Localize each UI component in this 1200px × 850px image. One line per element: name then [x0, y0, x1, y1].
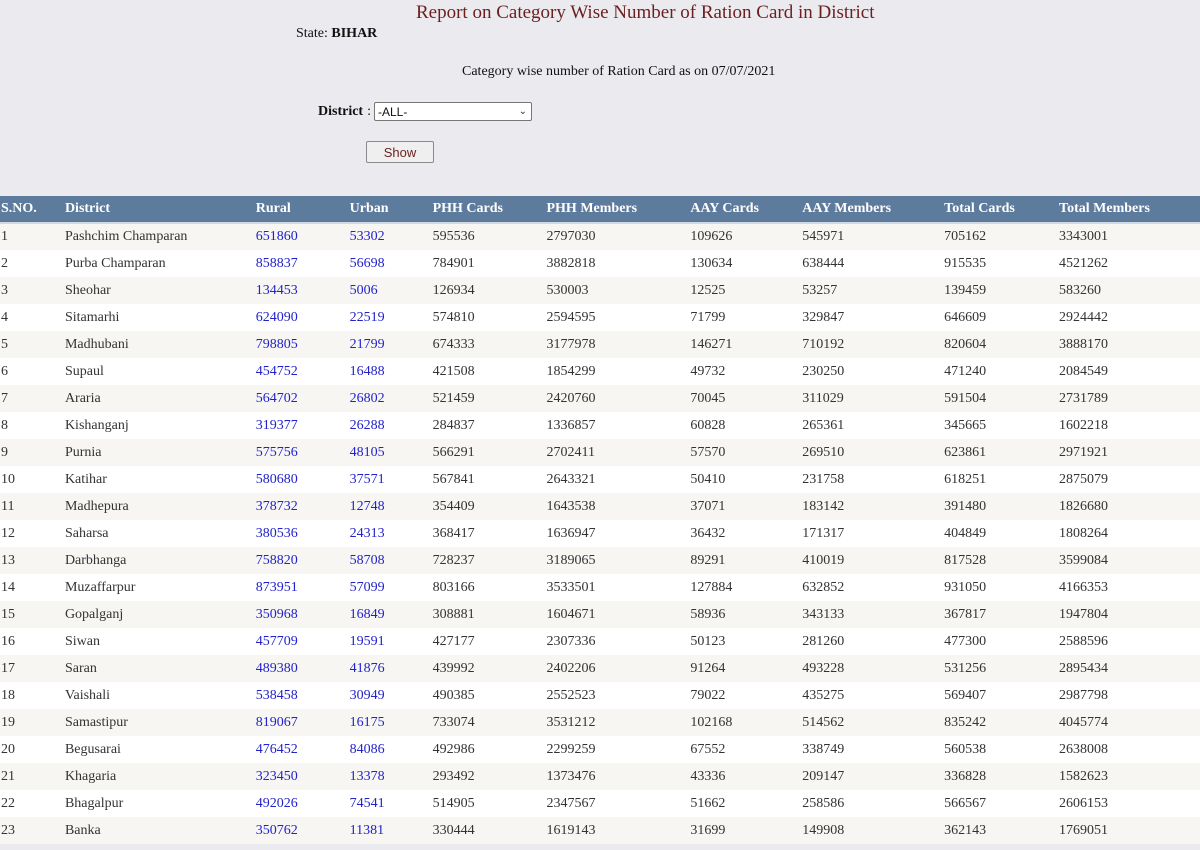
- cell-urban[interactable]: 24313: [349, 525, 385, 541]
- cell-aay-members: 281260: [802, 633, 845, 649]
- cell-rural[interactable]: 651860: [255, 229, 298, 244]
- cell-district: Muzaffarpur: [64, 579, 136, 595]
- column-header-sno: S.NO.: [0, 196, 65, 223]
- cell-phh-members: 3533501: [546, 579, 596, 595]
- cell-total-cards: 915535: [944, 255, 987, 271]
- cell-total-members: 2987798: [1059, 687, 1109, 703]
- cell-phh-members: 1636947: [546, 525, 596, 541]
- cell-district: Vaishali: [64, 687, 111, 703]
- cell-sno: 14: [1, 579, 15, 595]
- cell-phh-members: 1373476: [546, 768, 596, 784]
- table-row: [0, 331, 1200, 358]
- cell-phh-members: 2643321: [546, 471, 596, 487]
- cell-district: Purnia: [64, 444, 102, 460]
- cell-phh-members: 1619143: [546, 822, 596, 838]
- district-colon: :: [367, 103, 371, 119]
- column-header-aay-cards: AAY Cards: [690, 196, 802, 223]
- cell-phh-members: 3531212: [546, 714, 596, 730]
- cell-total-cards: 560538: [944, 741, 987, 757]
- cell-phh-members: 1854299: [546, 363, 596, 379]
- cell-aay-members: 231758: [802, 471, 845, 487]
- cell-aay-cards: 50123: [690, 633, 726, 649]
- cell-phh-cards: 574810: [432, 309, 475, 325]
- table-row: [0, 655, 1200, 682]
- cell-aay-members: 435275: [802, 687, 845, 703]
- column-header-total-members: Total Members: [1059, 196, 1200, 223]
- cell-aay-cards: 49732: [690, 363, 726, 379]
- cell-rural[interactable]: 575756: [255, 444, 298, 460]
- cell-rural[interactable]: 564702: [255, 390, 298, 406]
- cell-phh-cards: 308881: [432, 606, 475, 622]
- cell-phh-cards: 803166: [432, 579, 475, 595]
- table-row: [0, 466, 1200, 493]
- cell-phh-members: 2594595: [546, 309, 596, 325]
- cell-district: Madhepura: [64, 498, 129, 514]
- cell-phh-members: 2797030: [546, 229, 596, 244]
- cell-phh-cards: 293492: [432, 768, 475, 784]
- cell-sno: 12: [1, 525, 15, 541]
- cell-aay-members: 329847: [802, 309, 845, 325]
- cell-aay-cards: 109626: [690, 229, 733, 244]
- cell-phh-cards: 566291: [432, 444, 475, 460]
- cell-urban[interactable]: 74541: [349, 795, 385, 811]
- column-header-urban: Urban: [350, 196, 433, 223]
- cell-total-members: 2924442: [1059, 309, 1109, 325]
- cell-aay-cards: 127884: [690, 579, 733, 595]
- cell-total-cards: 931050: [944, 579, 987, 595]
- cell-total-cards: 623861: [944, 444, 987, 460]
- cell-phh-cards: 784901: [432, 255, 475, 271]
- cell-total-members: 1947804: [1059, 606, 1109, 622]
- cell-total-cards: 646609: [944, 309, 987, 325]
- cell-urban[interactable]: 12748: [349, 498, 385, 514]
- cell-total-members: 1808264: [1059, 525, 1109, 541]
- cell-total-members: 583260: [1059, 282, 1102, 298]
- cell-urban[interactable]: 48105: [349, 444, 385, 460]
- cell-aay-cards: 71799: [690, 309, 726, 325]
- cell-total-cards: 471240: [944, 363, 987, 379]
- table-row: [0, 223, 1200, 250]
- cell-sno: 4: [1, 309, 8, 325]
- cell-aay-cards: 102168: [690, 714, 733, 730]
- cell-aay-cards: 89291: [690, 552, 726, 568]
- cell-aay-members: 338749: [802, 741, 845, 757]
- table-row: [0, 412, 1200, 439]
- cell-rural[interactable]: 624090: [255, 309, 298, 325]
- cell-aay-members: 493228: [802, 660, 845, 676]
- cell-phh-cards: 368417: [432, 525, 475, 541]
- cell-phh-members: 2702411: [546, 444, 595, 460]
- cell-phh-members: 2420760: [546, 390, 596, 406]
- cell-phh-cards: 284837: [432, 417, 475, 433]
- cell-phh-cards: 567841: [432, 471, 475, 487]
- cell-total-cards: 367817: [944, 606, 987, 622]
- cell-total-cards: 362143: [944, 822, 987, 838]
- table-row: [0, 520, 1200, 547]
- cell-total-cards: 618251: [944, 471, 987, 487]
- cell-sno: 5: [1, 336, 8, 352]
- cell-urban[interactable]: 16849: [349, 606, 385, 622]
- table-row: [0, 250, 1200, 277]
- cell-total-cards: 820604: [944, 336, 987, 352]
- cell-rural[interactable]: 580680: [255, 471, 298, 487]
- page-title: Report on Category Wise Number of Ration Card in District: [416, 2, 875, 23]
- cell-phh-members: 2552523: [546, 687, 596, 703]
- cell-aay-members: 410019: [802, 552, 845, 568]
- cell-phh-cards: 521459: [432, 390, 475, 406]
- cell-aay-cards: 37071: [690, 498, 726, 514]
- cell-sno: 21: [1, 768, 15, 784]
- cell-aay-cards: 60828: [690, 417, 726, 433]
- cell-total-cards: 531256: [944, 660, 987, 676]
- cell-phh-cards: 492986: [432, 741, 475, 757]
- state-value: BIHAR: [331, 26, 378, 41]
- cell-phh-cards: 354409: [432, 498, 475, 514]
- cell-phh-members: 1604671: [546, 606, 596, 622]
- cell-aay-cards: 146271: [690, 336, 733, 352]
- cell-rural[interactable]: 858837: [255, 255, 298, 271]
- column-header-phh-members: PHH Members: [546, 196, 690, 223]
- cell-aay-cards: 51662: [690, 795, 726, 811]
- cell-urban[interactable]: 22519: [349, 309, 385, 325]
- cell-sno: 19: [1, 714, 15, 730]
- cell-district: Purba Champaran: [64, 255, 166, 271]
- cell-sno: 2: [1, 255, 8, 271]
- cell-urban[interactable]: 58708: [349, 552, 385, 568]
- cell-total-members: 2895434: [1059, 660, 1109, 676]
- chevron-down-icon: ⌄: [518, 106, 527, 117]
- cell-district: Banka: [64, 822, 101, 838]
- cell-phh-members: 530003: [546, 282, 589, 298]
- cell-aay-members: 171317: [802, 525, 845, 541]
- table-row: [0, 790, 1200, 817]
- cell-aay-members: 53257: [802, 282, 838, 298]
- cell-rural[interactable]: 323450: [255, 768, 298, 784]
- table-row: [0, 493, 1200, 520]
- cell-rural[interactable]: 758820: [255, 552, 298, 568]
- cell-rural[interactable]: 492026: [255, 795, 298, 811]
- cell-total-members: 4045774: [1059, 714, 1109, 730]
- table-row: [0, 601, 1200, 628]
- table-row: [0, 574, 1200, 601]
- cell-sno: 8: [1, 417, 8, 433]
- cell-rural[interactable]: 538458: [255, 687, 298, 703]
- cell-total-cards: 336828: [944, 768, 987, 784]
- table-header-row: [0, 196, 1200, 223]
- cell-aay-members: 545971: [802, 229, 845, 244]
- cell-phh-members: 1643538: [546, 498, 596, 514]
- cell-phh-cards: 490385: [432, 687, 475, 703]
- cell-urban[interactable]: 5006: [349, 282, 378, 298]
- cell-total-cards: 345665: [944, 417, 987, 433]
- report-subtitle: Category wise number of Ration Card as on 07/07/2021: [462, 64, 776, 79]
- cell-total-cards: 566567: [944, 795, 987, 811]
- table-row: [0, 763, 1200, 790]
- cell-sno: 1: [1, 229, 8, 244]
- cell-sno: 22: [1, 795, 15, 811]
- cell-urban[interactable]: 13378: [349, 768, 385, 784]
- cell-rural[interactable]: 489380: [255, 660, 298, 676]
- cell-aay-cards: 67552: [690, 741, 726, 757]
- cell-total-members: 1602218: [1059, 417, 1109, 433]
- cell-urban[interactable]: 11381: [349, 822, 385, 838]
- cell-phh-members: 2347567: [546, 795, 596, 811]
- column-header-total-cards: Total Cards: [944, 196, 1059, 223]
- district-selected-value: -ALL-: [377, 104, 408, 119]
- cell-aay-cards: 130634: [690, 255, 733, 271]
- ration-card-table: [0, 196, 1200, 844]
- cell-urban[interactable]: 26288: [349, 417, 385, 433]
- cell-urban[interactable]: 84086: [349, 741, 385, 757]
- cell-urban[interactable]: 26802: [349, 390, 385, 406]
- cell-aay-members: 265361: [802, 417, 845, 433]
- cell-urban[interactable]: 56698: [349, 255, 385, 271]
- cell-phh-members: 3882818: [546, 255, 596, 271]
- cell-phh-cards: 728237: [432, 552, 475, 568]
- cell-district: Madhubani: [64, 336, 129, 352]
- cell-phh-cards: 126934: [432, 282, 475, 298]
- cell-sno: 10: [1, 471, 15, 487]
- cell-aay-cards: 31699: [690, 822, 726, 838]
- cell-sno: 17: [1, 660, 15, 676]
- table-row: [0, 358, 1200, 385]
- cell-aay-cards: 70045: [690, 390, 726, 406]
- table-row: [0, 736, 1200, 763]
- cell-total-members: 4166353: [1059, 579, 1109, 595]
- cell-aay-cards: 58936: [690, 606, 726, 622]
- cell-rural[interactable]: 457709: [255, 633, 298, 649]
- cell-urban[interactable]: 57099: [349, 579, 385, 595]
- cell-phh-cards: 427177: [432, 633, 475, 649]
- cell-phh-members: 1336857: [546, 417, 596, 433]
- cell-total-members: 2588596: [1059, 633, 1109, 649]
- show-button[interactable]: Show: [366, 141, 434, 163]
- cell-rural[interactable]: 350968: [255, 606, 298, 622]
- cell-district: Saharsa: [64, 525, 109, 541]
- cell-rural[interactable]: 819067: [255, 714, 298, 730]
- cell-total-members: 2606153: [1059, 795, 1109, 811]
- cell-total-cards: 817528: [944, 552, 987, 568]
- cell-sno: 11: [1, 498, 15, 514]
- column-header-rural: Rural: [256, 196, 350, 223]
- cell-district: Kishanganj: [64, 417, 129, 433]
- table-row: [0, 277, 1200, 304]
- cell-rural[interactable]: 319377: [255, 417, 298, 433]
- cell-phh-members: 2299259: [546, 741, 596, 757]
- cell-total-cards: 835242: [944, 714, 987, 730]
- cell-phh-members: 2307336: [546, 633, 596, 649]
- cell-total-cards: 591504: [944, 390, 987, 406]
- cell-phh-cards: 514905: [432, 795, 475, 811]
- cell-district: Sheohar: [64, 282, 111, 298]
- cell-aay-cards: 12525: [690, 282, 726, 298]
- cell-phh-members: 3189065: [546, 552, 596, 568]
- cell-aay-cards: 91264: [690, 660, 726, 676]
- column-header-aay-members: AAY Members: [802, 196, 944, 223]
- cell-urban[interactable]: 21799: [349, 336, 385, 352]
- cell-district: Sitamarhi: [64, 309, 120, 325]
- cell-sno: 13: [1, 552, 15, 568]
- cell-aay-members: 149908: [802, 822, 845, 838]
- cell-total-cards: 477300: [944, 633, 987, 649]
- table-row: [0, 817, 1200, 844]
- cell-aay-cards: 36432: [690, 525, 726, 541]
- cell-aay-members: 209147: [802, 768, 845, 784]
- cell-sno: 16: [1, 633, 15, 649]
- cell-total-members: 2084549: [1059, 363, 1109, 379]
- table-body: [0, 223, 1200, 844]
- cell-phh-cards: 421508: [432, 363, 475, 379]
- cell-rural[interactable]: 134453: [255, 282, 298, 298]
- cell-aay-members: 311029: [802, 390, 844, 406]
- cell-sno: 15: [1, 606, 15, 622]
- cell-total-members: 2638008: [1059, 741, 1109, 757]
- cell-aay-members: 230250: [802, 363, 845, 379]
- cell-aay-members: 343133: [802, 606, 845, 622]
- cell-district: Katihar: [64, 471, 107, 487]
- cell-rural[interactable]: 873951: [255, 579, 298, 595]
- cell-phh-cards: 733074: [432, 714, 475, 730]
- cell-rural[interactable]: 350762: [255, 822, 298, 838]
- cell-phh-cards: 439992: [432, 660, 475, 676]
- cell-total-members: 2875079: [1059, 471, 1109, 487]
- cell-phh-members: 2402206: [546, 660, 596, 676]
- cell-sno: 7: [1, 390, 8, 406]
- cell-rural[interactable]: 476452: [255, 741, 298, 757]
- cell-sno: 18: [1, 687, 15, 703]
- cell-urban[interactable]: 53302: [349, 229, 385, 244]
- cell-urban[interactable]: 37571: [349, 471, 385, 487]
- cell-phh-cards: 330444: [432, 822, 475, 838]
- table-row: [0, 439, 1200, 466]
- cell-aay-cards: 57570: [690, 444, 726, 460]
- cell-total-cards: 139459: [944, 282, 987, 298]
- cell-district: Supaul: [64, 363, 104, 379]
- cell-urban[interactable]: 16488: [349, 363, 385, 379]
- cell-district: Darbhanga: [64, 552, 127, 568]
- cell-total-cards: 391480: [944, 498, 987, 514]
- cell-total-members: 3343001: [1059, 229, 1109, 244]
- cell-total-members: 1826680: [1059, 498, 1109, 514]
- cell-rural[interactable]: 798805: [255, 336, 298, 352]
- table-row: [0, 682, 1200, 709]
- column-header-phh-cards: PHH Cards: [433, 196, 547, 223]
- cell-urban[interactable]: 41876: [349, 660, 385, 676]
- table-row: [0, 385, 1200, 412]
- district-label: District: [318, 103, 364, 119]
- cell-district: Begusarai: [64, 741, 121, 757]
- cell-sno: 3: [1, 282, 8, 298]
- cell-aay-members: 638444: [802, 255, 845, 271]
- cell-total-members: 3888170: [1059, 336, 1109, 352]
- district-select[interactable]: [374, 102, 532, 121]
- cell-sno: 6: [1, 363, 8, 379]
- state-info: [296, 26, 377, 42]
- state-label: State:: [296, 26, 328, 41]
- cell-district: Siwan: [64, 633, 100, 649]
- cell-district: Araria: [64, 390, 101, 406]
- cell-aay-members: 710192: [802, 336, 845, 352]
- cell-total-members: 2971921: [1059, 444, 1109, 460]
- cell-district: Khagaria: [64, 768, 117, 784]
- cell-rural[interactable]: 454752: [255, 363, 298, 379]
- table-row: [0, 628, 1200, 655]
- cell-aay-cards: 50410: [690, 471, 726, 487]
- cell-sno: 23: [1, 822, 15, 838]
- cell-aay-members: 269510: [802, 444, 845, 460]
- cell-aay-cards: 79022: [690, 687, 726, 703]
- cell-total-members: 4521262: [1059, 255, 1109, 271]
- table-row: [0, 709, 1200, 736]
- cell-phh-members: 3177978: [546, 336, 596, 352]
- column-header-district: District: [65, 196, 256, 223]
- cell-phh-cards: 674333: [432, 336, 475, 352]
- cell-phh-cards: 595536: [432, 229, 475, 244]
- table-row: [0, 304, 1200, 331]
- cell-district: Pashchim Champaran: [64, 229, 188, 244]
- cell-aay-members: 514562: [802, 714, 845, 730]
- cell-aay-members: 258586: [802, 795, 845, 811]
- cell-district: Gopalganj: [64, 606, 124, 622]
- cell-district: Saran: [64, 660, 97, 676]
- cell-district: Bhagalpur: [64, 795, 124, 811]
- cell-urban[interactable]: 19591: [349, 633, 385, 649]
- cell-aay-members: 183142: [802, 498, 845, 514]
- cell-urban[interactable]: 30949: [349, 687, 385, 703]
- cell-rural[interactable]: 378732: [255, 498, 298, 514]
- table-row: [0, 547, 1200, 574]
- cell-total-members: 2731789: [1059, 390, 1109, 406]
- cell-urban[interactable]: 16175: [349, 714, 385, 730]
- cell-sno: 9: [1, 444, 8, 460]
- cell-total-members: 3599084: [1059, 552, 1109, 568]
- cell-aay-cards: 43336: [690, 768, 726, 784]
- district-filter: [318, 102, 532, 121]
- cell-district: Samastipur: [64, 714, 128, 730]
- cell-total-members: 1582623: [1059, 768, 1109, 784]
- cell-total-cards: 404849: [944, 525, 987, 541]
- cell-total-cards: 705162: [944, 229, 987, 244]
- cell-total-members: 1769051: [1059, 822, 1109, 838]
- cell-sno: 20: [1, 741, 15, 757]
- cell-total-cards: 569407: [944, 687, 987, 703]
- cell-aay-members: 632852: [802, 579, 845, 595]
- cell-rural[interactable]: 380536: [255, 525, 298, 541]
